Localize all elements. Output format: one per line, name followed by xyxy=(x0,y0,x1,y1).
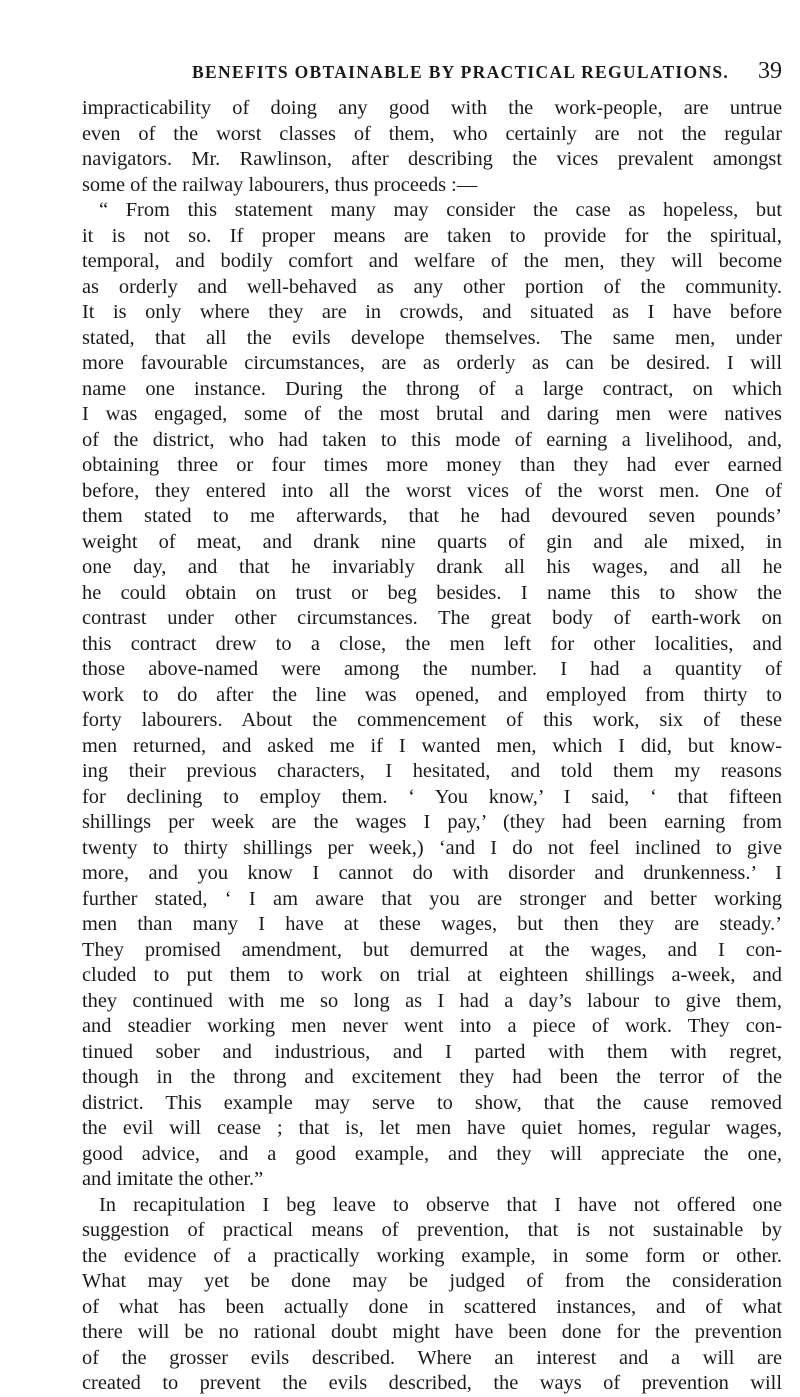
text-line: further stated, ‘ I am aware that you are stronger and better working xyxy=(82,887,782,910)
text-line: It is only where they are in crowds, and situated as I have before xyxy=(82,301,782,323)
text-line: forty labourers. About the commencement of this work, six of these xyxy=(82,709,782,731)
text-line: for declining to employ them. ‘ You know,’ I said, ‘ that fifteen xyxy=(82,785,782,808)
text-line: In recapitulation I beg leave to observe that I have not offered one xyxy=(99,1193,782,1216)
text-line: before, they entered into all the worst vices of the worst men. One of xyxy=(82,479,782,502)
page-number: 39 xyxy=(758,58,782,84)
text-line: men returned, and asked me if I wanted men, which I did, but know- xyxy=(82,734,782,757)
text-line: temporal, and bodily comfort and welfare of the men, they will become xyxy=(82,250,782,272)
text-line: the evidence of a practically working example, in some form or other. xyxy=(82,1244,782,1267)
text-line: tinued sober and industrious, and I parted with them with regret, xyxy=(82,1040,782,1063)
text-line: even of the worst classes of them, who certainly are not the regular xyxy=(82,122,782,145)
text-line: twenty to thirty shillings per week,) ‘and I do not feel inclined to give xyxy=(82,836,782,859)
text-line: ing their previous characters, I hesitated, and told them my reasons xyxy=(82,760,782,782)
text-line: stated, that all the evils develope themselves. The same men, under xyxy=(82,326,782,349)
text-line: and steadier working men never went into a piece of work. They con- xyxy=(82,1015,782,1037)
text-line: some of the railway labourers, thus proceeds :— xyxy=(82,173,478,196)
text-line: them stated to me afterwards, that he had devoured seven pounds’ xyxy=(82,505,782,527)
text-line: more favourable circumstances, are as orderly as can be desired. I will xyxy=(82,352,782,374)
text-line: work to do after the line was opened, and employed from thirty to xyxy=(82,683,782,706)
text-line: created to prevent the evils described, the ways of prevention will xyxy=(82,1372,782,1394)
text-line: this contract drew to a close, the men left for other localities, and xyxy=(82,632,782,655)
text-line: of the grosser evils described. Where an interest and a will are xyxy=(82,1346,782,1369)
text-line: obtaining three or four times more money than they had ever earned xyxy=(82,454,782,476)
text-line: it is not so. If proper means are taken to provide for the spiritual, xyxy=(82,224,782,247)
text-line: suggestion of practical means of prevention, that is not sustainable by xyxy=(82,1219,782,1241)
book-page xyxy=(82,58,782,1397)
body-text xyxy=(82,96,782,1397)
text-line: they continued with me so long as I had a day’s labour to give them, xyxy=(82,989,782,1012)
text-line: impracticability of doing any good with the work-people, are untrue xyxy=(82,97,782,119)
text-line: They promised amendment, but demurred at the wages, and I con- xyxy=(82,938,782,961)
text-line: weight of meat, and drank nine quarts of gin and ale mixed, in xyxy=(82,530,782,553)
text-line: the evil will cease ; that is, let men have quiet homes, regular wages, xyxy=(82,1117,782,1139)
text-line: “ From this statement many may consider the case as hopeless, but xyxy=(99,199,782,221)
text-line: of what has been actually done in scattered instances, and of what xyxy=(82,1295,782,1318)
text-line: good advice, and a good example, and they will appreciate the one, xyxy=(82,1142,782,1165)
text-line: as orderly and well-behaved as any other portion of the community. xyxy=(82,275,782,298)
running-title: BENEFITS OBTAINABLE BY PRACTICAL REGULATIONS. xyxy=(192,62,730,82)
text-line: one day, and that he invariably drank all his wages, and all he xyxy=(82,556,782,578)
text-line: and imitate the other.” xyxy=(82,1168,264,1190)
text-line: shillings per week are the wages I pay,’ (they had been earning from xyxy=(82,811,782,833)
text-line: What may yet be done may be judged of from the consideration xyxy=(82,1270,782,1292)
text-line: there will be no rational doubt might have been done for the prevention xyxy=(82,1321,782,1343)
text-line: more, and you know I cannot do with disorder and drunkenness.’ I xyxy=(82,862,782,884)
text-line: those above-named were among the number. I had a quantity of xyxy=(82,658,782,680)
text-line: though in the throng and excitement they had been the terror of the xyxy=(82,1066,782,1088)
text-line: cluded to put them to work on trial at eighteen shillings a-week, and xyxy=(82,964,782,986)
text-line: men than many I have at these wages, but then they are steady.’ xyxy=(82,913,782,935)
running-header xyxy=(82,58,782,96)
text-line: contrast under other circumstances. The great body of earth-work on xyxy=(82,607,782,629)
text-line: I was engaged, some of the most brutal and daring men were natives xyxy=(82,403,782,425)
text-line: navigators. Mr. Rawlinson, after describing the vices prevalent amongst xyxy=(82,148,782,170)
text-line: he could obtain on trust or beg besides. I name this to show the xyxy=(82,581,782,604)
text-line: district. This example may serve to show, that the cause removed xyxy=(82,1091,782,1114)
text-line: of the district, who had taken to this mode of earning a livelihood, and, xyxy=(82,428,782,451)
text-line: name one instance. During the throng of a large contract, on which xyxy=(82,377,782,400)
